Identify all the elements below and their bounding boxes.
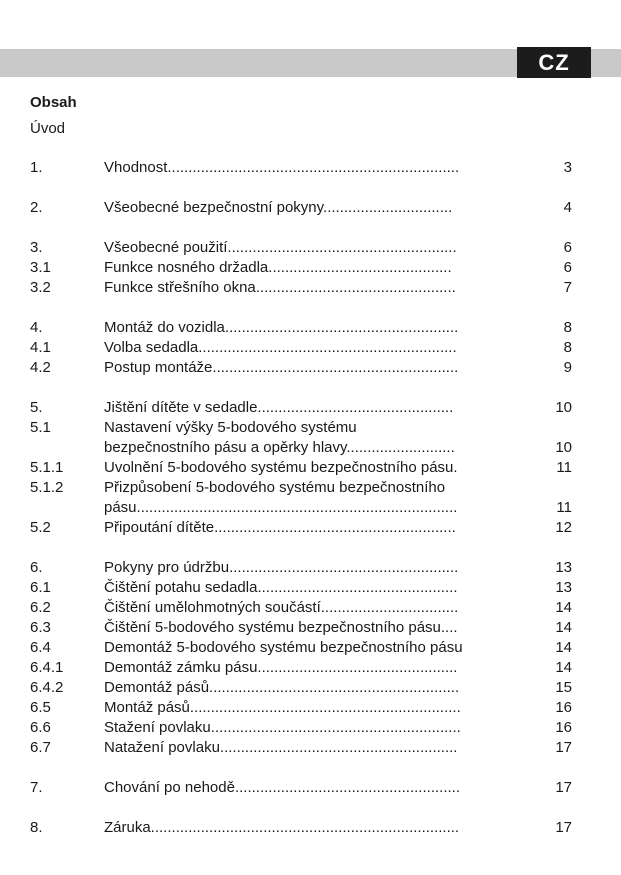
toc-entry-number: 6.7 [30, 739, 51, 756]
toc-entry-text: Funkce nosného držadla............................................ [104, 259, 452, 276]
toc-entry-page: 17 [555, 779, 572, 796]
toc-entry-text: Natažení povlaku......................................................... [104, 739, 458, 756]
toc-entry-page: 12 [555, 519, 572, 536]
toc-entry-page: 14 [555, 659, 572, 676]
toc-entry-page: 11 [556, 499, 572, 516]
toc-entry-number: 6.4.1 [30, 659, 64, 676]
toc-entry-text: Postup montáže........................................................... [104, 359, 459, 376]
toc-entry-text: Volba sedadla.............................................................. [104, 339, 457, 356]
toc-entry-number: 4. [30, 319, 43, 336]
toc-entry-6-2[interactable] [0, 598, 621, 618]
toc-entry-text: Všeobecné bezpečnostní pokyny............................... [104, 199, 453, 216]
toc-entry-6-6[interactable] [0, 718, 621, 738]
toc-entry-5-1-2[interactable] [0, 478, 621, 498]
toc-entry-number: 6.2 [30, 599, 51, 616]
toc-entry-page: 17 [555, 739, 572, 756]
toc-entry-text: Záruka.......................................................................... [104, 819, 460, 836]
toc-entry-7[interactable] [0, 778, 621, 798]
toc-entry-text: Demontáž 5-bodového systému bezpečnostního pásu [104, 639, 463, 656]
toc-entry-number: 4.2 [30, 359, 51, 376]
toc-entry-5-1-2-cont[interactable] [0, 498, 621, 518]
toc-entry-text: Připoutání dítěte.......................................................... [104, 519, 456, 536]
toc-entry-number: 3.1 [30, 259, 51, 276]
toc-entry-text: Jištění dítěte v sedadle............................................... [104, 399, 454, 416]
toc-entry-6-4-2[interactable] [0, 678, 621, 698]
toc-entry-6-1[interactable] [0, 578, 621, 598]
toc-entry-number: 6.4 [30, 639, 51, 656]
toc-entry-page: 10 [555, 399, 572, 416]
toc-entry-4[interactable] [0, 318, 621, 338]
toc-entry-number: 2. [30, 199, 43, 216]
toc-entry-number: 3.2 [30, 279, 51, 296]
toc-entry-page: 8 [563, 339, 572, 356]
toc-entry-text: Přizpůsobení 5-bodového systému bezpečnostního [104, 479, 446, 496]
toc-entry-page: 3 [563, 159, 572, 176]
toc-entry-page: 8 [563, 319, 572, 336]
toc-entry-number: 6.3 [30, 619, 51, 636]
toc-entry-number: 5.2 [30, 519, 51, 536]
toc-intro: Úvod [30, 120, 66, 137]
toc-entry-page: 17 [555, 819, 572, 836]
toc-entry-6-4-1[interactable] [0, 658, 621, 678]
toc-entry-text: pásu............................................................................. [104, 499, 458, 516]
toc-entry-text: Čištění umělohmotných součástí................................. [104, 599, 459, 616]
toc-entry-number: 5.1 [30, 419, 51, 436]
toc-entry-text: Montáž do vozidla........................................................ [104, 319, 459, 336]
toc-entry-5-1[interactable] [0, 418, 621, 438]
toc-entry-4-2[interactable] [0, 358, 621, 378]
toc-entry-text: Montáž pásů................................................................. [104, 699, 461, 716]
toc-entry-5[interactable] [0, 398, 621, 418]
toc-entry-text: Stažení povlaku............................................................ [104, 719, 461, 736]
toc-entry-number: 5.1.2 [30, 479, 64, 496]
toc-entry-text: Čištění 5-bodového systému bezpečnostního pásu.... [104, 619, 458, 636]
toc-entry-number: 6.4.2 [30, 679, 64, 696]
toc-entry-page: 6 [563, 259, 572, 276]
toc-entry-6-4[interactable] [0, 638, 621, 658]
toc-entry-2[interactable] [0, 198, 621, 218]
toc-entry-number: 6.5 [30, 699, 51, 716]
toc-entry-text: Nastavení výšky 5-bodového systému [104, 419, 357, 436]
toc-entry-page: 11 [556, 459, 572, 476]
toc-entry-number: 6.6 [30, 719, 51, 736]
toc-entry-text: bezpečnostního pásu a opěrky hlavy.......................... [104, 439, 455, 456]
toc-entry-page: 4 [563, 199, 572, 216]
toc-entry-page: 14 [555, 619, 572, 636]
toc-entry-page: 14 [555, 599, 572, 616]
toc-entry-number: 6.1 [30, 579, 51, 596]
toc-entry-text: Demontáž zámku pásu................................................ [104, 659, 458, 676]
toc-entry-6-7[interactable] [0, 738, 621, 758]
toc-entry-number: 5.1.1 [30, 459, 64, 476]
toc-entry-page: 16 [555, 719, 572, 736]
toc-entry-page: 13 [555, 579, 572, 596]
toc-entry-number: 4.1 [30, 339, 51, 356]
toc-entry-text: Vhodnost...................................................................... [104, 159, 460, 176]
toc-entry-page: 13 [555, 559, 572, 576]
toc-entry-4-1[interactable] [0, 338, 621, 358]
toc-entry-3-2[interactable] [0, 278, 621, 298]
toc-entry-text: Funkce střešního okna................................................ [104, 279, 456, 296]
toc-title: Obsah [30, 94, 77, 111]
toc-entry-number: 6. [30, 559, 43, 576]
toc-entry-5-1-cont[interactable] [0, 438, 621, 458]
toc-entry-5-1-1[interactable] [0, 458, 621, 478]
toc-entry-text: Uvolnění 5-bodového systému bezpečnostního pásu. [104, 459, 458, 476]
toc-entry-page: 7 [563, 279, 572, 296]
toc-entry-6-5[interactable] [0, 698, 621, 718]
toc-entry-text: Demontáž pásů............................................................ [104, 679, 460, 696]
toc-entry-text: Pokyny pro údržbu....................................................... [104, 559, 459, 576]
toc-entry-number: 1. [30, 159, 43, 176]
toc-entry-number: 3. [30, 239, 43, 256]
toc-entry-number: 7. [30, 779, 43, 796]
toc-entry-page: 6 [563, 239, 572, 256]
toc-entry-text: Čištění potahu sedadla................................................ [104, 579, 458, 596]
toc-entry-number: 5. [30, 399, 43, 416]
toc-entry-5-2[interactable] [0, 518, 621, 538]
toc-entry-3-1[interactable] [0, 258, 621, 278]
toc-entry-page: 9 [563, 359, 572, 376]
toc-entry-text: Chování po nehodě...................................................... [104, 779, 460, 796]
toc-entry-number: 8. [30, 819, 43, 836]
toc-entry-6-3[interactable] [0, 618, 621, 638]
toc-entry-page: 15 [555, 679, 572, 696]
toc-entry-text: Všeobecné použití....................................................... [104, 239, 457, 256]
toc-entry-page: 10 [555, 439, 572, 456]
toc-entry-page: 16 [555, 699, 572, 716]
toc-entry-3[interactable] [0, 238, 621, 258]
toc-entry-6[interactable] [0, 558, 621, 578]
toc-entry-1[interactable] [0, 158, 621, 178]
toc-entry-8[interactable] [0, 818, 621, 838]
language-badge: CZ [517, 47, 591, 78]
toc-entry-page: 14 [555, 639, 572, 656]
